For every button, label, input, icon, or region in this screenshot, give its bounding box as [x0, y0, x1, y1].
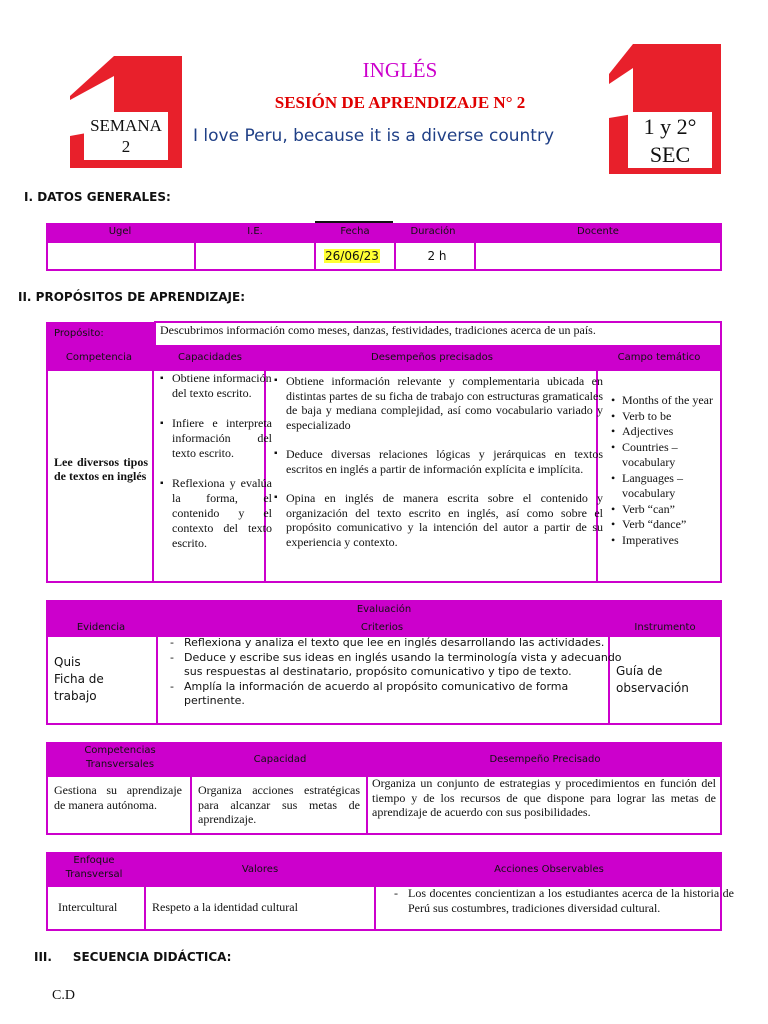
week-label: SEMANA [90, 116, 162, 135]
campo-item: • Verb “can” [622, 502, 730, 518]
campo-item: • Adjectives [622, 424, 730, 440]
proposito-text: Descubrimos información como meses, danzas, festividades, tradiciones acerca de un país. [160, 323, 596, 337]
campo-item: • Verb “dance” [622, 517, 730, 533]
transversal-competencia: Gestiona su aprendizaje de manera autónoma. [54, 783, 182, 812]
criterio-item: - Deduce y escribe sus ideas en inglés usando la terminología vista y adecuando sus respuestas al destinatario, propósito comunicativo y tipo de texto. [184, 651, 624, 680]
evaluacion-title: Evaluación [356, 604, 412, 615]
cell-docente [474, 241, 722, 271]
header-desempenos: Desempeños precisados [371, 352, 493, 363]
header-desempeno-precisado: Desempeño Precisado [489, 754, 601, 765]
header-criterios: Criterios [360, 622, 404, 633]
session-title: SESIÓN DE APRENDIZAJE N° 2 [274, 93, 526, 112]
valor-text: Respeto a la identidad cultural [152, 900, 298, 914]
criterios-list [164, 636, 624, 709]
col-ie: I.E. [247, 226, 263, 237]
col-docente: Docente [577, 226, 619, 237]
accion-item: - Los docentes concientizan a los estudiantes acerca de la historia de Perú sus costumbres, tradiciones diversidad cultural. [408, 886, 734, 915]
capacidad-item: ▪ Obtiene información del texto escrito. [172, 371, 272, 401]
campo-list [608, 393, 730, 548]
campo-item: • Imperatives [622, 533, 730, 549]
col-duracion: Duración [410, 226, 456, 237]
competencia-text: Lee diversos tipos de textos en inglés [54, 455, 148, 483]
duration-value: 2 h [427, 249, 447, 263]
campo-item: • Months of the year [622, 393, 730, 409]
acciones-list [388, 886, 734, 915]
section-2-title: II. PROPÓSITOS DE APRENDIZAJE: [18, 290, 245, 304]
header-capacidades: Capacidades [177, 352, 243, 363]
transversal-desempeno: Organiza un conjunto de estrategias y procedimientos en función del tiempo y de los recursos de que dispone para lograr las metas de aprendizaje de acuerdo con sus posibilidades. [372, 776, 716, 819]
transversal-capacidad: Organiza acciones estratégicas para alcanzar sus metas de aprendizaje. [198, 783, 360, 826]
header-competencias-transversales: Competencias Transversales [84, 745, 156, 770]
date-value: 26/06/23 [325, 249, 379, 263]
header-campo: Campo temático [617, 352, 701, 363]
header-instrumento: Instrumento [634, 622, 696, 633]
capacidad-item: ▪ Reflexiona y evalúa la forma, el contenido y el contexto del texto escrito. [172, 476, 272, 551]
cell-duracion [394, 241, 476, 271]
instrumento-text: Guía de observación [616, 664, 689, 695]
col-ugel: Ugel [108, 226, 132, 237]
grade-level: SEC [649, 142, 691, 167]
campo-item: • Languages – vocabulary [622, 471, 730, 502]
enfoque-text: Intercultural [58, 900, 118, 914]
header-valores: Valores [241, 864, 279, 875]
header-capacidad: Capacidad [253, 754, 307, 765]
campo-item: • Verb to be [622, 409, 730, 425]
header-enfoque: Enfoque Transversal [65, 855, 123, 880]
campo-item: • Countries – vocabulary [622, 440, 730, 471]
cell-ie [194, 241, 316, 271]
criterio-item: - Amplía la información de acuerdo al propósito comunicativo de forma pertinente. [184, 680, 624, 709]
section-1-title: I. DATOS GENERALES: [24, 190, 171, 204]
capacidad-item: ▪ Infiere e interpreta información del texto escrito. [172, 416, 272, 461]
desempeno-item: ▪ Opina en inglés de manera escrita sobre el contenido y organización del texto escrito en inglés, así como sobre el propósito comunicativo y la intención del autor a partir de su experiencia y contexto. [286, 491, 603, 549]
cell-fecha [314, 241, 396, 271]
header-competencia: Competencia [65, 352, 133, 363]
col-fecha: Fecha [340, 226, 370, 237]
cell-ugel [46, 241, 196, 271]
header-acciones: Acciones Observables [494, 864, 604, 875]
week-number: 2 [121, 137, 131, 156]
footer-fragment: C.D [52, 988, 75, 1003]
header-evidencia: Evidencia [76, 622, 126, 633]
criterio-item: - Reflexiona y analiza el texto que lee en inglés desarrollando las actividades. [184, 636, 624, 651]
desempeno-item: ▪ Deduce diversas relaciones lógicas y jerárquicas en textos escritos en inglés a partir de información explícita e implícita. [286, 447, 603, 476]
proposito-label: Propósito: [54, 328, 104, 339]
topic-title: I love Peru, because it is a diverse country [193, 126, 555, 146]
subject-title: INGLÉS [362, 58, 438, 82]
grade-label: 1 y 2° [643, 114, 697, 139]
capacidades-list [158, 371, 272, 551]
desempenos-list [272, 374, 603, 549]
evidencia-quis: Quis [54, 655, 81, 669]
desempeno-item: ▪ Obtiene información relevante y complementaria ubicada en distintas partes de su ficha de trabajo con estructuras gramaticales de baja y mediana complejidad, así como vocabulario variado y especializado [286, 374, 603, 432]
evidencia-ficha: Ficha de trabajo [54, 672, 104, 703]
section-3-title: III. SECUENCIA DIDÁCTICA: [34, 950, 232, 964]
